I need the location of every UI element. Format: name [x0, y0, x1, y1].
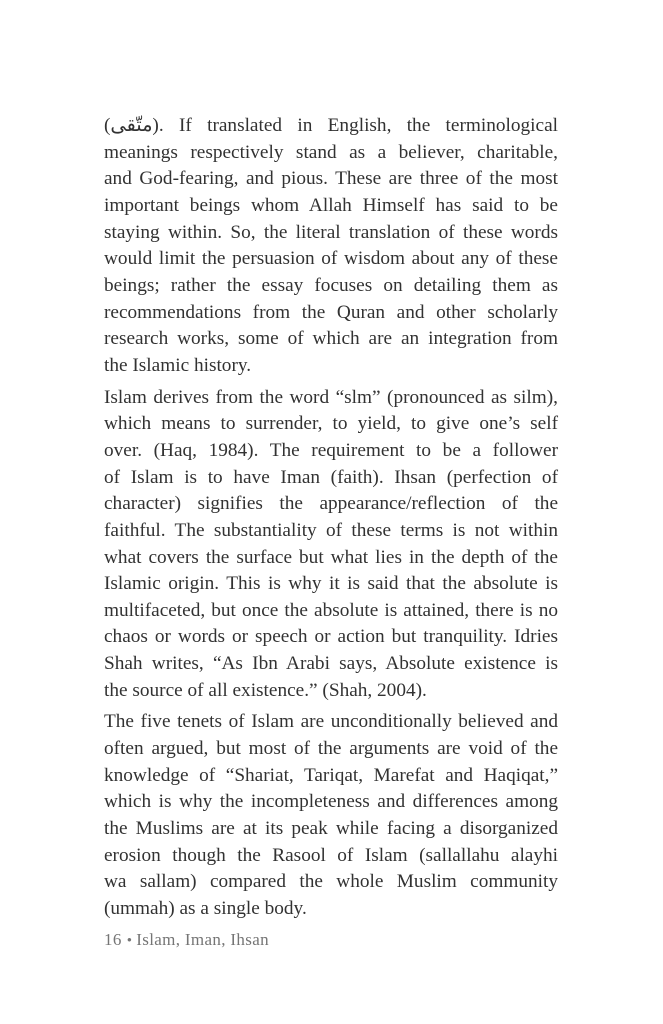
page-body — [104, 113, 558, 928]
text-line: the Muslims are at its peak while facing a disorganized — [104, 818, 558, 840]
text-line: Islam derives from the word “slm” (pronounced as silm), — [104, 386, 558, 408]
text-line: which means to surrender, to yield, to give one’s self — [104, 413, 558, 435]
text-line: chaos or words or speech or action but tranquility. Idries — [104, 626, 558, 648]
text-line: which is why the incompleteness and differences among — [104, 791, 558, 813]
bullet-icon: • — [126, 933, 133, 949]
text-line: Islamic origin. This is why it is said that the absolute is — [104, 573, 558, 595]
running-title: Islam, Iman, Ihsan — [136, 930, 269, 949]
text-line: the source of all existence.” (Shah, 2004). — [104, 679, 427, 701]
text-line: often argued, but most of the arguments are void of the — [104, 738, 558, 760]
text-line: important beings whom Allah Himself has said to be — [104, 194, 558, 216]
text-line: wa sallam) compared the whole Muslim community — [104, 871, 558, 893]
text-line: and God-fearing, and pious. These are three of the most — [104, 168, 558, 190]
text-line: faithful. The substantiality of these terms is not within — [104, 519, 558, 541]
text-line: staying within. So, the literal translation of these words — [104, 221, 558, 243]
text-line: beings; rather the essay focuses on detailing them as — [104, 274, 558, 296]
text-line: over. (Haq, 1984). The requirement to be a follower — [104, 439, 558, 461]
text-line: character) signifies the appearance/reflection of the — [104, 493, 558, 515]
text-line: multifaceted, but once the absolute is attained, there is no — [104, 599, 558, 621]
page-number: 16 — [104, 930, 122, 949]
text-line: recommendations from the Quran and other scholarly — [104, 301, 558, 323]
paragraph — [104, 709, 558, 922]
paragraph — [104, 113, 558, 380]
text-line: Shah writes, “As Ibn Arabi says, Absolute existence is — [104, 653, 558, 675]
text-line: (متّقى). If translated in English, the terminological — [104, 115, 558, 136]
text-line: (ummah) as a single body. — [104, 898, 307, 920]
text-line: erosion though the Rasool of Islam (sallallahu alayhi — [104, 844, 558, 866]
text-line: The five tenets of Islam are unconditionally believed and — [104, 711, 558, 733]
text-line: knowledge of “Shariat, Tariqat, Marefat and Haqiqat,” — [104, 764, 558, 786]
page-footer — [104, 929, 269, 952]
text-line: meanings respectively stand as a believer, charitable, — [104, 141, 558, 163]
text-line: the Islamic history. — [104, 354, 252, 376]
text-line: what covers the surface but what lies in the depth of the — [104, 546, 558, 568]
text-line: research works, some of which are an integration from — [104, 328, 558, 350]
text-line: would limit the persuasion of wisdom about any of these — [104, 248, 558, 270]
paragraph — [104, 385, 558, 705]
text-line: of Islam is to have Iman (faith). Ihsan (perfection of — [104, 466, 558, 488]
